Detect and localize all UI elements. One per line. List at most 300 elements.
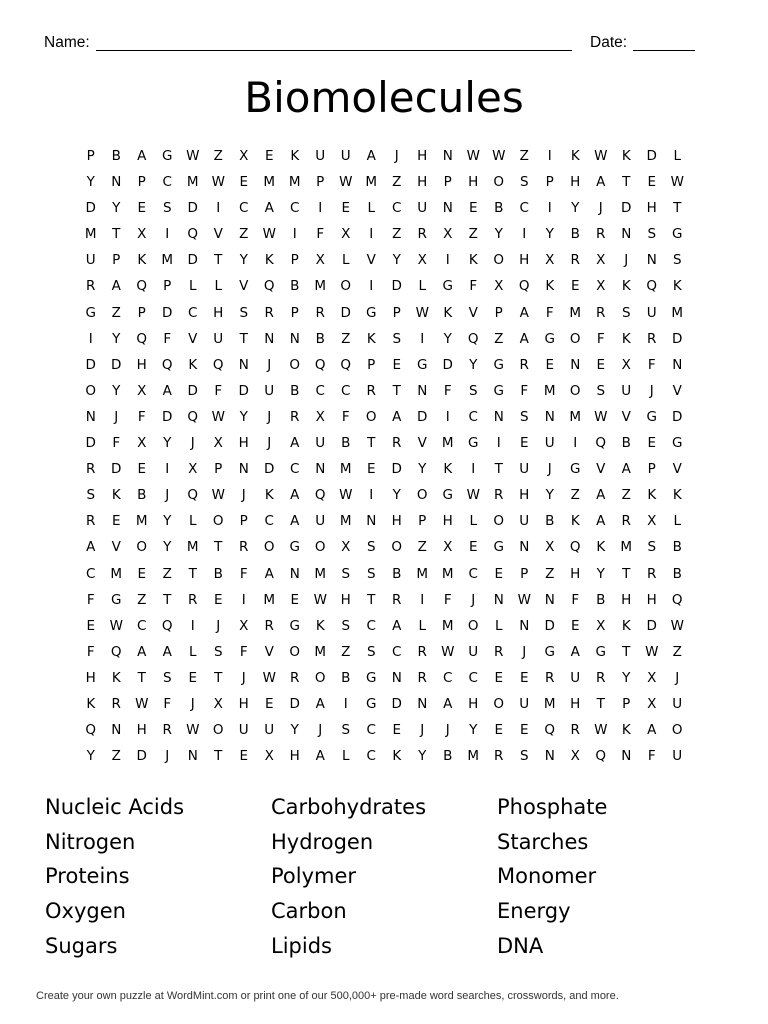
grid-letter: Y xyxy=(86,748,95,765)
grid-letter: Q xyxy=(212,356,224,373)
grid-letter: V xyxy=(672,461,682,478)
grid-letter: R xyxy=(264,304,274,321)
grid-letter: Q xyxy=(263,278,275,295)
grid-letter: Y xyxy=(418,461,427,478)
grid-letter: U xyxy=(417,200,428,217)
grid-letter: M xyxy=(671,304,684,321)
grid-letter: T xyxy=(214,748,223,765)
grid-letter: L xyxy=(367,200,376,217)
grid-letter: H xyxy=(417,148,428,164)
grid-letter: Z xyxy=(392,226,402,243)
grid-letter: S xyxy=(162,200,172,217)
grid-letter: E xyxy=(545,356,555,373)
grid-letter: D xyxy=(85,200,96,217)
grid-letter: B xyxy=(621,435,631,452)
grid-letter: W xyxy=(670,174,684,191)
grid-letter: R xyxy=(596,304,606,321)
grid-letter: W xyxy=(135,695,149,712)
grid-letter: H xyxy=(391,513,402,530)
grid-letter: T xyxy=(214,252,223,269)
grid-letter: S xyxy=(519,408,529,425)
grid-letter: F xyxy=(443,382,452,399)
grid-letter: L xyxy=(188,278,197,295)
grid-letter: E xyxy=(570,617,580,634)
grid-letter: J xyxy=(445,722,450,739)
grid-letter: Q xyxy=(110,643,122,660)
grid-letter: P xyxy=(86,148,95,164)
grid-letter: L xyxy=(673,148,682,164)
word-list-item: DNA xyxy=(497,933,544,958)
word-column-1 xyxy=(45,792,265,965)
grid-letter: R xyxy=(417,226,427,243)
grid-letter: M xyxy=(314,643,327,660)
grid-letter: T xyxy=(622,565,631,582)
grid-letter: Z xyxy=(621,487,631,504)
grid-letter: W xyxy=(262,669,276,686)
grid-letter: M xyxy=(543,695,556,712)
grid-letter: J xyxy=(420,722,425,739)
grid-letter: Z xyxy=(570,487,580,504)
grid-letter: I xyxy=(547,200,552,217)
grid-letter: Q xyxy=(595,435,607,452)
grid-letter: D xyxy=(187,382,198,399)
grid-letter: X xyxy=(443,226,453,243)
grid-letter: T xyxy=(367,591,376,608)
grid-letter: W xyxy=(594,408,608,425)
grid-letter: P xyxy=(494,304,503,321)
grid-letter: B xyxy=(672,565,682,582)
grid-letter: S xyxy=(672,252,682,269)
grid-letter: E xyxy=(468,200,478,217)
grid-letter: K xyxy=(545,278,555,295)
grid-letter: N xyxy=(315,461,326,478)
grid-letter: G xyxy=(85,304,96,321)
grid-letter: S xyxy=(519,748,529,765)
grid-letter: B xyxy=(596,591,606,608)
grid-letter: U xyxy=(264,722,275,739)
grid-letter: Q xyxy=(595,748,607,765)
grid-letter: O xyxy=(314,669,326,686)
grid-letter: I xyxy=(547,148,552,164)
grid-letter: R xyxy=(545,669,555,686)
grid-letter: Z xyxy=(494,330,504,347)
grid-letter: W xyxy=(670,617,684,634)
grid-letter: T xyxy=(596,695,605,712)
grid-letter: P xyxy=(290,304,299,321)
grid-letter: H xyxy=(519,487,530,504)
grid-letter: Q xyxy=(467,330,479,347)
grid-letter: Q xyxy=(187,408,199,425)
grid-letter: B xyxy=(341,669,351,686)
word-list-item: Proteins xyxy=(45,864,130,889)
grid-letter: Y xyxy=(86,174,95,191)
grid-letter: S xyxy=(86,487,96,504)
grid-letter: Y xyxy=(239,408,248,425)
word-list-item: Lipids xyxy=(271,933,332,958)
grid-letter: U xyxy=(315,513,326,530)
grid-letter: E xyxy=(494,669,504,686)
grid-letter: Y xyxy=(112,200,121,217)
grid-letter: D xyxy=(162,304,173,321)
grid-letter: E xyxy=(264,695,274,712)
grid-letter: I xyxy=(343,695,348,712)
grid-letter: O xyxy=(569,330,581,347)
grid-letter: W xyxy=(186,148,200,164)
grid-letter: K xyxy=(468,252,478,269)
grid-letter: X xyxy=(417,252,427,269)
grid-row xyxy=(78,485,690,511)
grid-letter: J xyxy=(267,356,272,373)
grid-letter: O xyxy=(289,356,301,373)
grid-letter: D xyxy=(111,461,122,478)
grid-letter: G xyxy=(595,643,606,660)
grid-letter: T xyxy=(214,669,223,686)
word-list-item: Nucleic Acids xyxy=(45,795,185,819)
grid-letter: R xyxy=(188,591,198,608)
grid-letter: Y xyxy=(392,252,401,269)
grid-letter: A xyxy=(596,487,606,504)
grid-letter: K xyxy=(366,330,376,347)
grid-letter: E xyxy=(647,435,657,452)
grid-letter: H xyxy=(519,252,530,269)
grid-letter: H xyxy=(621,591,632,608)
word-list-item: Monomer xyxy=(497,864,597,889)
grid-letter: F xyxy=(214,382,223,399)
grid-letter: A xyxy=(519,304,529,321)
grid-letter: Z xyxy=(392,174,402,191)
grid-letter: X xyxy=(137,435,147,452)
grid-letter: I xyxy=(471,461,476,478)
grid-letter: J xyxy=(165,487,170,504)
grid-letter: J xyxy=(318,722,323,739)
grid-letter: N xyxy=(391,669,402,686)
grid-letter: D xyxy=(111,356,122,373)
grid-letter: M xyxy=(110,565,123,582)
grid-letter: R xyxy=(494,643,504,660)
grid-letter: X xyxy=(315,408,325,425)
grid-letter: D xyxy=(417,408,428,425)
grid-letter: R xyxy=(417,669,427,686)
grid-letter: N xyxy=(238,461,249,478)
grid-letter: K xyxy=(111,487,121,504)
grid-letter: P xyxy=(443,174,452,191)
grid-letter: W xyxy=(262,226,276,243)
grid-letter: A xyxy=(290,435,300,452)
grid-letter: B xyxy=(494,200,504,217)
grid-letter: Z xyxy=(239,226,249,243)
grid-letter: P xyxy=(418,513,427,530)
grid-letter: I xyxy=(445,252,450,269)
grid-letter: E xyxy=(519,435,529,452)
grid-letter: I xyxy=(241,591,246,608)
grid-letter: D xyxy=(391,695,402,712)
grid-letter: H xyxy=(570,174,581,191)
grid-letter: J xyxy=(471,591,476,608)
grid-letter: E xyxy=(494,722,504,739)
grid-letter: S xyxy=(213,643,223,660)
grid-letter: M xyxy=(186,539,199,556)
grid-letter: Y xyxy=(392,487,401,504)
grid-letter: N xyxy=(544,748,555,765)
grid-letter: W xyxy=(339,174,353,191)
grid-row xyxy=(78,433,690,459)
grid-letter: D xyxy=(391,278,402,295)
grid-letter: N xyxy=(519,617,530,634)
grid-letter: F xyxy=(316,226,325,243)
grid-letter: X xyxy=(213,435,223,452)
grid-letter: R xyxy=(366,382,376,399)
grid-letter: C xyxy=(264,513,274,530)
grid-letter: I xyxy=(573,435,578,452)
word-list-item: Carbohydrates xyxy=(271,795,427,819)
grid-letter: F xyxy=(86,643,95,660)
grid-letter: N xyxy=(85,408,96,425)
grid-letter: H xyxy=(136,356,147,373)
header-row xyxy=(44,34,704,54)
grid-letter: F xyxy=(112,435,121,452)
grid-letter: I xyxy=(165,461,170,478)
grid-letter: N xyxy=(366,513,377,530)
grid-letter: H xyxy=(340,591,351,608)
grid-letter: K xyxy=(86,695,96,712)
grid-letter: C xyxy=(162,174,172,191)
grid-letter: S xyxy=(392,330,402,347)
grid-letter: M xyxy=(416,565,429,582)
grid-letter: U xyxy=(340,148,351,164)
grid-letter: L xyxy=(418,617,427,634)
grid-letter: W xyxy=(517,591,531,608)
grid-letter: R xyxy=(290,669,300,686)
grid-letter: U xyxy=(672,695,683,712)
grid-letter: T xyxy=(622,643,631,660)
grid-letter: E xyxy=(596,356,606,373)
grid-letter: B xyxy=(392,565,402,582)
grid-letter: Y xyxy=(545,487,554,504)
grid-letter: M xyxy=(263,591,276,608)
grid-letter: F xyxy=(239,565,248,582)
grid-letter: A xyxy=(315,695,325,712)
grid-letter: G xyxy=(646,408,657,425)
grid-letter: W xyxy=(211,408,225,425)
grid-letter: A xyxy=(264,200,274,217)
grid-letter: K xyxy=(596,539,606,556)
grid-letter: Y xyxy=(239,252,248,269)
grid-letter: N xyxy=(519,539,530,556)
grid-letter: A xyxy=(596,513,606,530)
grid-letter: P xyxy=(316,174,325,191)
grid-letter: P xyxy=(214,461,223,478)
grid-letter: S xyxy=(341,617,351,634)
grid-row xyxy=(78,642,690,668)
grid-letter: A xyxy=(162,382,172,399)
grid-row xyxy=(78,459,690,485)
grid-letter: Z xyxy=(111,748,121,765)
grid-row xyxy=(78,303,690,329)
grid-letter: P xyxy=(137,174,146,191)
grid-letter: P xyxy=(367,356,376,373)
grid-row xyxy=(78,224,690,250)
word-list-item: Carbon xyxy=(271,899,347,924)
grid-letter: A xyxy=(596,174,606,191)
grid-letter: J xyxy=(165,748,170,765)
grid-letter: S xyxy=(239,304,249,321)
grid-letter: Q xyxy=(646,278,658,295)
grid-letter: Q xyxy=(544,722,556,739)
grid-letter: M xyxy=(569,408,582,425)
date-label: Date: xyxy=(590,34,628,51)
grid-letter: R xyxy=(494,748,504,765)
grid-letter: K xyxy=(111,669,121,686)
grid-letter: W xyxy=(313,591,327,608)
grid-letter: F xyxy=(86,591,95,608)
grid-row xyxy=(78,564,690,590)
grid-letter: J xyxy=(114,408,119,425)
grid-letter: G xyxy=(162,148,173,164)
grid-letter: X xyxy=(545,539,555,556)
grid-letter: D xyxy=(544,617,555,634)
grid-letter: O xyxy=(212,513,224,530)
grid-letter: X xyxy=(264,748,274,765)
grid-letter: N xyxy=(238,356,249,373)
grid-letter: I xyxy=(369,487,374,504)
grid-letter: U xyxy=(519,461,530,478)
grid-letter: K xyxy=(188,356,198,373)
grid-letter: K xyxy=(570,513,580,530)
grid-letter: B xyxy=(137,487,147,504)
grid-letter: A xyxy=(366,148,376,164)
grid-row xyxy=(78,146,690,172)
word-list-item: Phosphate xyxy=(497,795,608,819)
grid-letter: J xyxy=(624,252,629,269)
grid-letter: X xyxy=(545,252,555,269)
grid-letter: E xyxy=(264,148,274,164)
grid-letter: R xyxy=(86,461,96,478)
grid-letter: C xyxy=(468,408,478,425)
grid-letter: U xyxy=(519,513,530,530)
grid-letter: Q xyxy=(85,722,97,739)
grid-letter: N xyxy=(493,591,504,608)
grid-letter: M xyxy=(135,513,148,530)
grid-letter: G xyxy=(366,669,377,686)
grid-letter: B xyxy=(672,539,682,556)
grid-letter: D xyxy=(162,408,173,425)
grid-letter: K xyxy=(392,748,402,765)
grid-letter: F xyxy=(469,278,478,295)
grid-letter: P xyxy=(137,304,146,321)
grid-letter: E xyxy=(137,461,147,478)
grid-letter: Y xyxy=(290,722,299,739)
grid-letter: I xyxy=(216,200,221,217)
grid-letter: A xyxy=(392,408,402,425)
grid-letter: Y xyxy=(163,435,172,452)
grid-letter: R xyxy=(264,617,274,634)
grid-letter: K xyxy=(137,252,147,269)
grid-letter: R xyxy=(86,513,96,530)
grid-letter: G xyxy=(289,539,300,556)
grid-letter: E xyxy=(290,591,300,608)
grid-letter: X xyxy=(596,617,606,634)
grid-letter: X xyxy=(213,695,223,712)
grid-letter: I xyxy=(522,226,527,243)
grid-letter: E xyxy=(137,565,147,582)
grid-letter: R xyxy=(621,513,631,530)
grid-letter: S xyxy=(519,174,529,191)
grid-letter: H xyxy=(646,591,657,608)
grid-letter: P xyxy=(392,304,401,321)
grid-row xyxy=(78,590,690,616)
grid-letter: L xyxy=(341,748,350,765)
grid-letter: E xyxy=(239,174,249,191)
grid-letter: V xyxy=(239,278,249,295)
grid-letter: U xyxy=(646,304,657,321)
grid-letter: S xyxy=(366,565,376,582)
grid-letter: W xyxy=(339,487,353,504)
grid-letter: N xyxy=(417,382,428,399)
grid-letter: G xyxy=(417,356,428,373)
grid-letter: M xyxy=(263,174,276,191)
grid-letter: R xyxy=(570,252,580,269)
grid-letter: G xyxy=(366,695,377,712)
grid-letter: S xyxy=(596,382,606,399)
grid-letter: G xyxy=(493,539,504,556)
grid-letter: E xyxy=(341,200,351,217)
grid-row xyxy=(78,537,690,563)
grid-letter: S xyxy=(621,304,631,321)
grid-letter: F xyxy=(545,304,554,321)
grid-letter: O xyxy=(569,382,581,399)
grid-letter: N xyxy=(621,226,632,243)
grid-letter: O xyxy=(136,539,148,556)
grid-letter: B xyxy=(111,148,121,164)
grid-letter: R xyxy=(111,695,121,712)
grid-letter: H xyxy=(570,565,581,582)
grid-letter: J xyxy=(394,148,399,164)
grid-letter: Y xyxy=(163,513,172,530)
grid-letter: X xyxy=(341,539,351,556)
grid-letter: R xyxy=(519,356,529,373)
word-list-item: Nitrogen xyxy=(45,829,136,854)
word-list-item: Energy xyxy=(497,899,571,924)
grid-letter: Y xyxy=(545,226,554,243)
grid-letter: N xyxy=(289,565,300,582)
grid-letter: I xyxy=(318,200,323,217)
grid-letter: B xyxy=(545,513,555,530)
grid-letter: D xyxy=(187,200,198,217)
grid-letter: Q xyxy=(161,617,173,634)
grid-letter: C xyxy=(290,461,300,478)
grid-letter: X xyxy=(621,356,631,373)
grid-letter: G xyxy=(544,643,555,660)
grid-row xyxy=(78,720,690,746)
grid-letter: M xyxy=(186,174,199,191)
footer-text: Create your own puzzle at WordMint.com or print one of our 500,000+ pre-made word searches, crosswords, and more. xyxy=(36,990,619,1002)
grid-letter: J xyxy=(241,669,246,686)
grid-letter: N xyxy=(289,330,300,347)
grid-letter: A xyxy=(570,643,580,660)
grid-letter: H xyxy=(468,174,479,191)
grid-letter: V xyxy=(366,252,376,269)
grid-row xyxy=(78,511,690,537)
grid-letter: R xyxy=(392,591,402,608)
grid-letter: Y xyxy=(469,722,478,739)
grid-letter: Z xyxy=(111,304,121,321)
name-field-line xyxy=(96,50,572,51)
grid-letter: Z xyxy=(162,565,172,582)
grid-letter: K xyxy=(621,617,631,634)
grid-letter: Q xyxy=(314,487,326,504)
name-label: Name: xyxy=(44,34,90,51)
grid-letter: N xyxy=(111,174,122,191)
